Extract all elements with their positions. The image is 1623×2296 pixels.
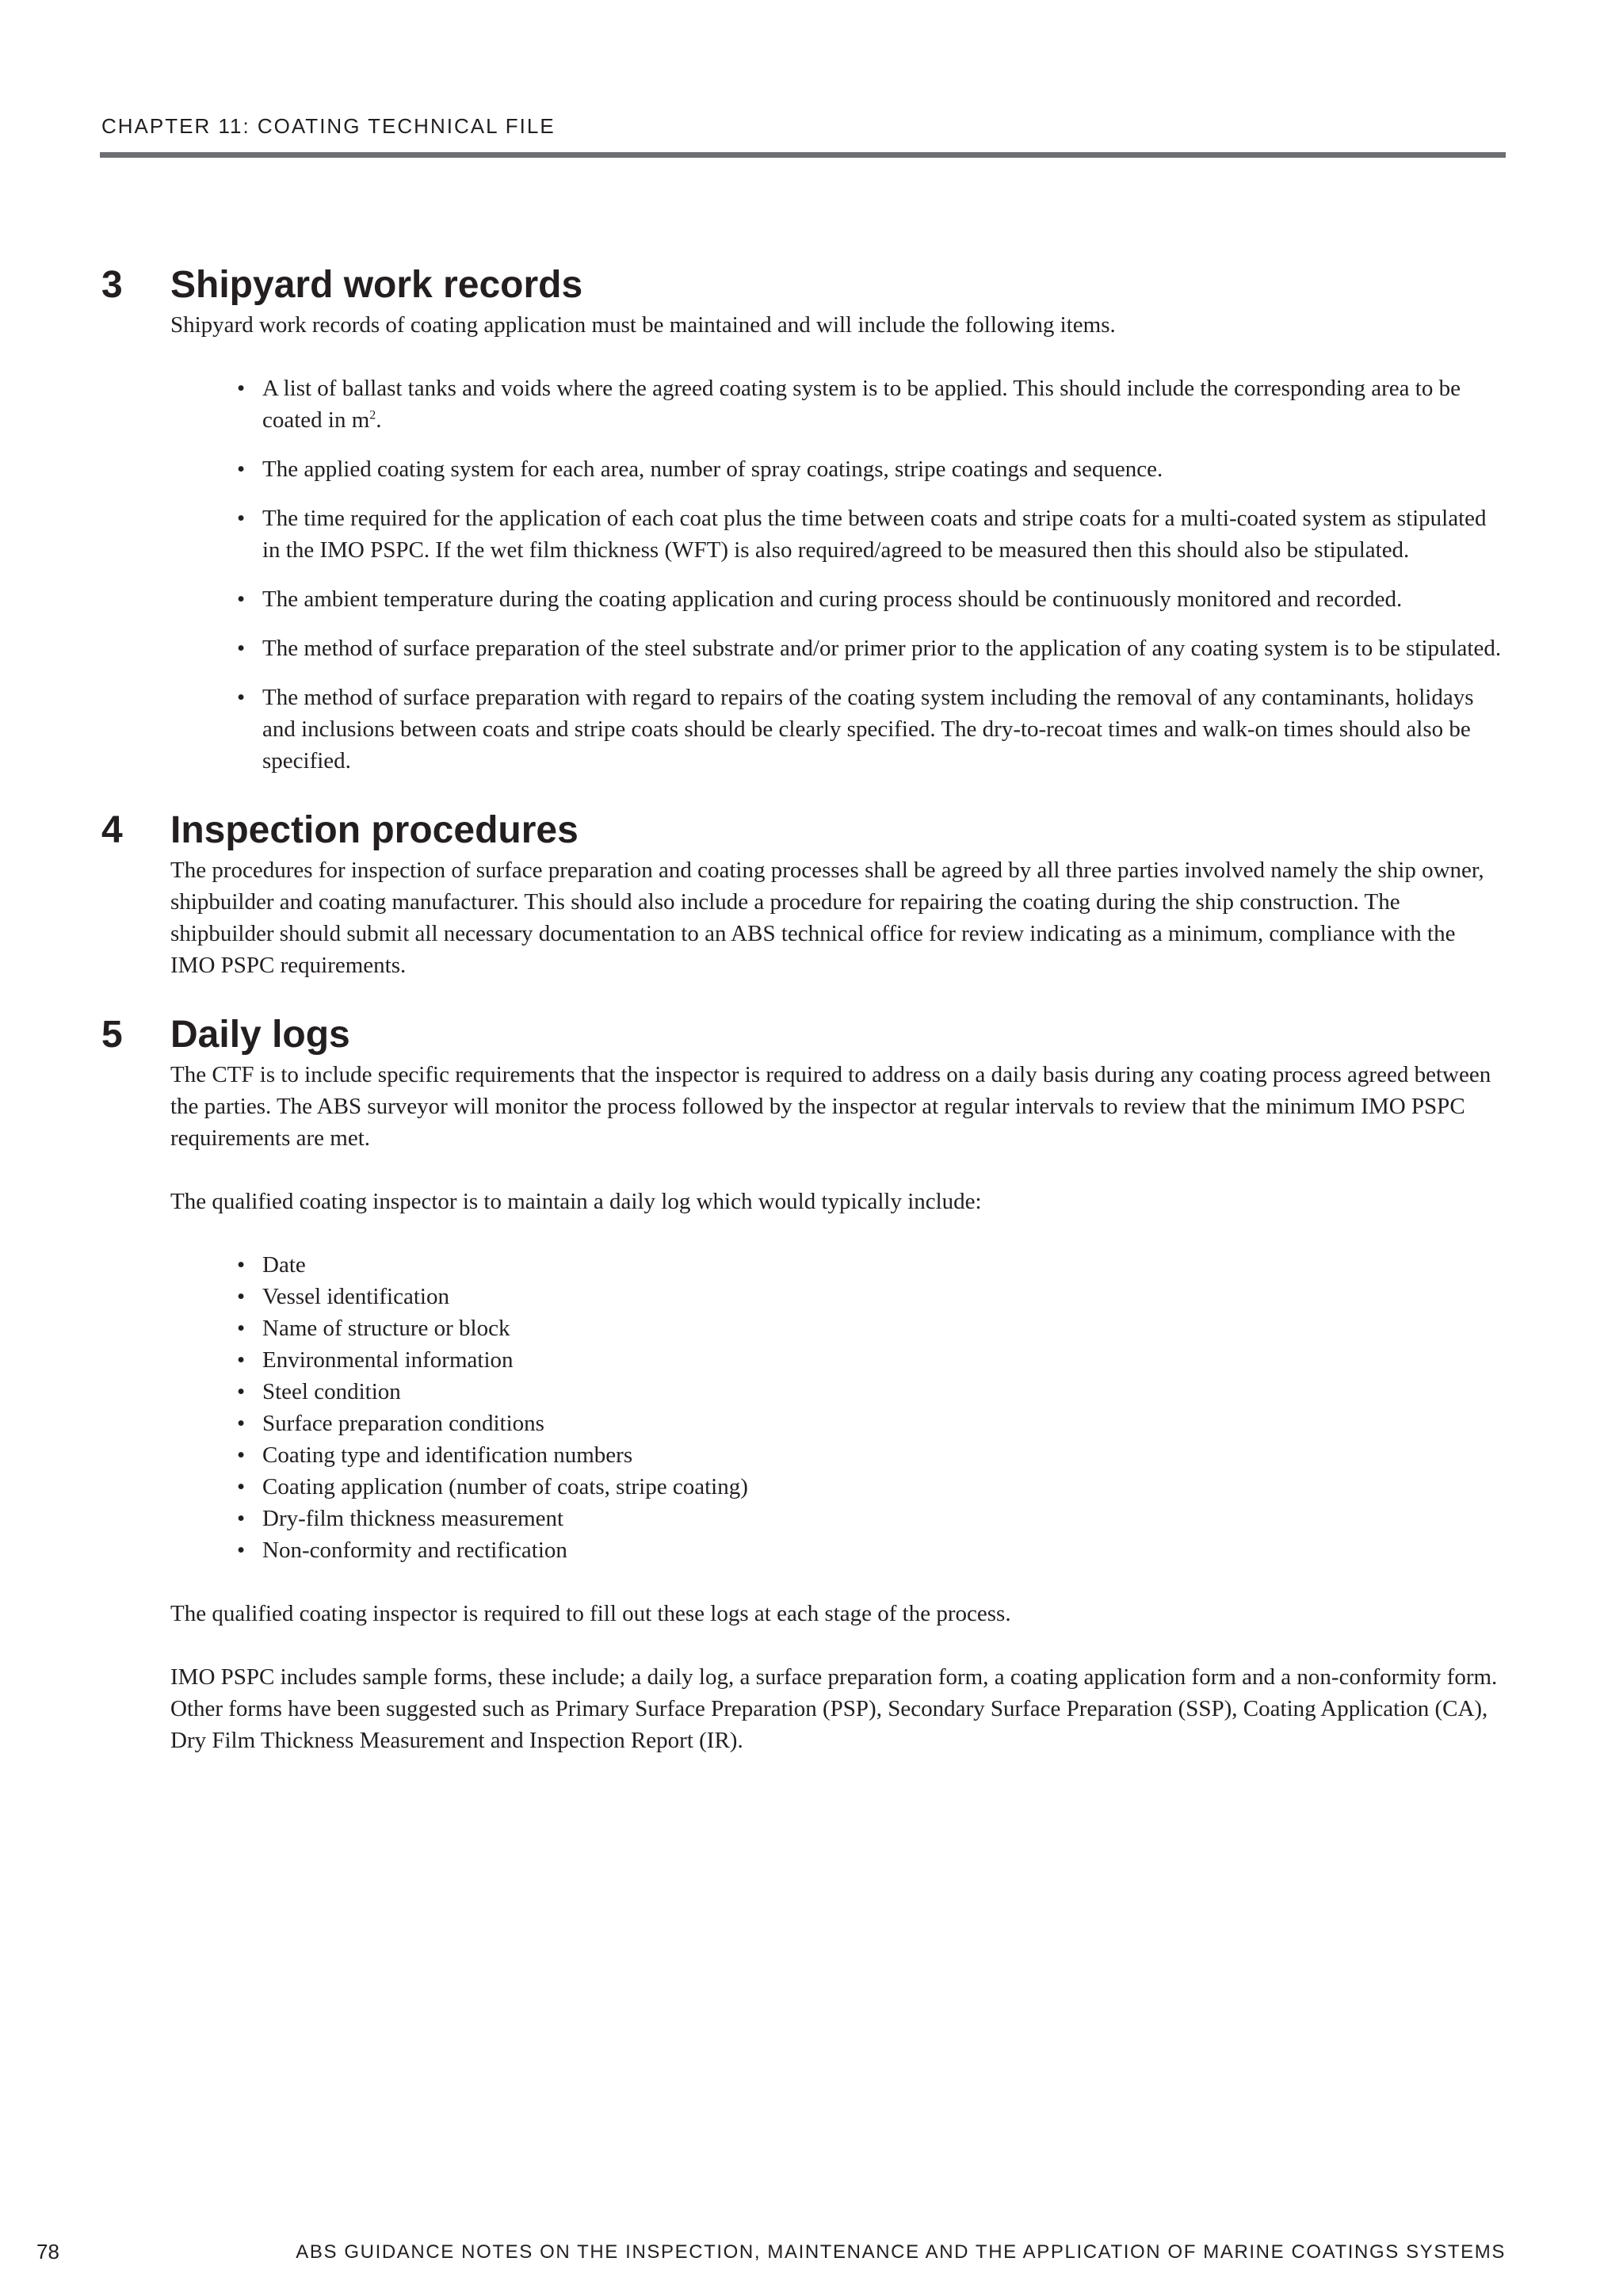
section-body	[170, 1059, 1506, 1756]
section-number: 5	[101, 1014, 123, 1056]
page-number: 78	[36, 2240, 59, 2264]
list-item-text: A list of ballast tanks and voids where the agreed coating system is to be applied. This should include the corresponding area to be coated in m	[262, 376, 1461, 433]
page-content	[101, 262, 1506, 1756]
list-item: • Steel condition	[237, 1376, 1506, 1408]
list-item: • The ambient temperature during the coating application and curing process should be continuously monitored and recorded.	[237, 583, 1506, 615]
section-heading	[101, 262, 1506, 309]
paragraph: The qualified coating inspector is to maintain a daily log which would typically include:	[170, 1189, 982, 1214]
section-title: Daily logs	[170, 1014, 350, 1056]
superscript: 2	[369, 408, 376, 422]
list-item: • The applied coating system for each area, number of spray coatings, stripe coatings and sequence.	[237, 453, 1506, 485]
section-shipyard-work-records	[101, 262, 1506, 777]
list-item: • Surface preparation conditions	[237, 1408, 1506, 1439]
list-item: • Dry-film thickness measurement	[237, 1503, 1506, 1534]
bullet-list	[170, 372, 1506, 777]
section-number: 4	[101, 809, 123, 851]
list-item: • Vessel identification	[237, 1281, 1506, 1312]
daily-log-list	[170, 1249, 1506, 1566]
paragraph: The procedures for inspection of surface preparation and coating processes shall be agreed by all three parties involved namely the ship owner, shipbuilder and coating manufacturer. This should also include a procedure for repairing the coating during the ship construction. The shipbuilder should submit all necessary documentation to an ABS technical office for review indicating as a minimum, compliance with the IMO PSPC requirements.	[170, 858, 1484, 978]
list-item: • Date	[237, 1249, 1506, 1281]
paragraph: The CTF is to include specific requirements that the inspector is required to address on a daily basis during any coating process agreed between the parties. The ABS surveyor will monitor the process followed by the inspector at regular intervals to review that the minimum IMO PSPC requirements are met.	[170, 1062, 1491, 1151]
section-inspection-procedures	[101, 807, 1506, 981]
running-header: CHAPTER 11: COATING TECHNICAL FILE	[101, 114, 556, 138]
section-body	[170, 854, 1506, 981]
section-body	[170, 309, 1506, 777]
section-heading	[101, 1011, 1506, 1059]
list-item: • The time required for the application of each coat plus the time between coats and stripe coats for a multi-coated system as stipulated in the IMO PSPC. If the wet film thickness (WFT) is also required/agreed to be measured then this should also be stipulated.	[237, 502, 1506, 566]
header-rule	[100, 152, 1506, 158]
paragraph: IMO PSPC includes sample forms, these include; a daily log, a surface preparation form, a coating application form and a non-conformity form. Other forms have been suggested such as Primary Surface Preparation (PSP), Secondary Surface Preparation (SSP), Coating Application (CA), Dry Film Thickness Measurement and Inspection Report (IR).	[170, 1664, 1498, 1753]
section-title: Shipyard work records	[170, 264, 583, 306]
list-item: • The method of surface preparation with regard to repairs of the coating system including the removal of any contaminants, holidays and inclusions between coats and stripe coats should be clearly specified. The dry-to-recoat times and walk-on times should also be specified.	[237, 682, 1506, 777]
footer-publication-title: ABS GUIDANCE NOTES ON THE INSPECTION, MAINTENANCE AND THE APPLICATION OF MARINE COATINGS SYSTEMS	[296, 2241, 1506, 2263]
list-item: • Name of structure or block	[237, 1312, 1506, 1344]
list-item: • Environmental information	[237, 1344, 1506, 1376]
list-item: • The method of surface preparation of the steel substrate and/or primer prior to the application of any coating system is to be stipulated.	[237, 632, 1506, 664]
list-item-suffix: .	[376, 407, 382, 433]
section-daily-logs	[101, 1011, 1506, 1756]
list-item	[237, 372, 1506, 436]
list-item: • Non-conformity and rectification	[237, 1534, 1506, 1566]
section-intro: Shipyard work records of coating application must be maintained and will include the following items.	[170, 312, 1116, 338]
section-title: Inspection procedures	[170, 809, 579, 851]
section-number: 3	[101, 264, 123, 306]
section-heading	[101, 807, 1506, 854]
list-item: • Coating type and identification numbers	[237, 1439, 1506, 1471]
list-item: • Coating application (number of coats, stripe coating)	[237, 1471, 1506, 1503]
paragraph: The qualified coating inspector is required to fill out these logs at each stage of the process.	[170, 1601, 1011, 1626]
